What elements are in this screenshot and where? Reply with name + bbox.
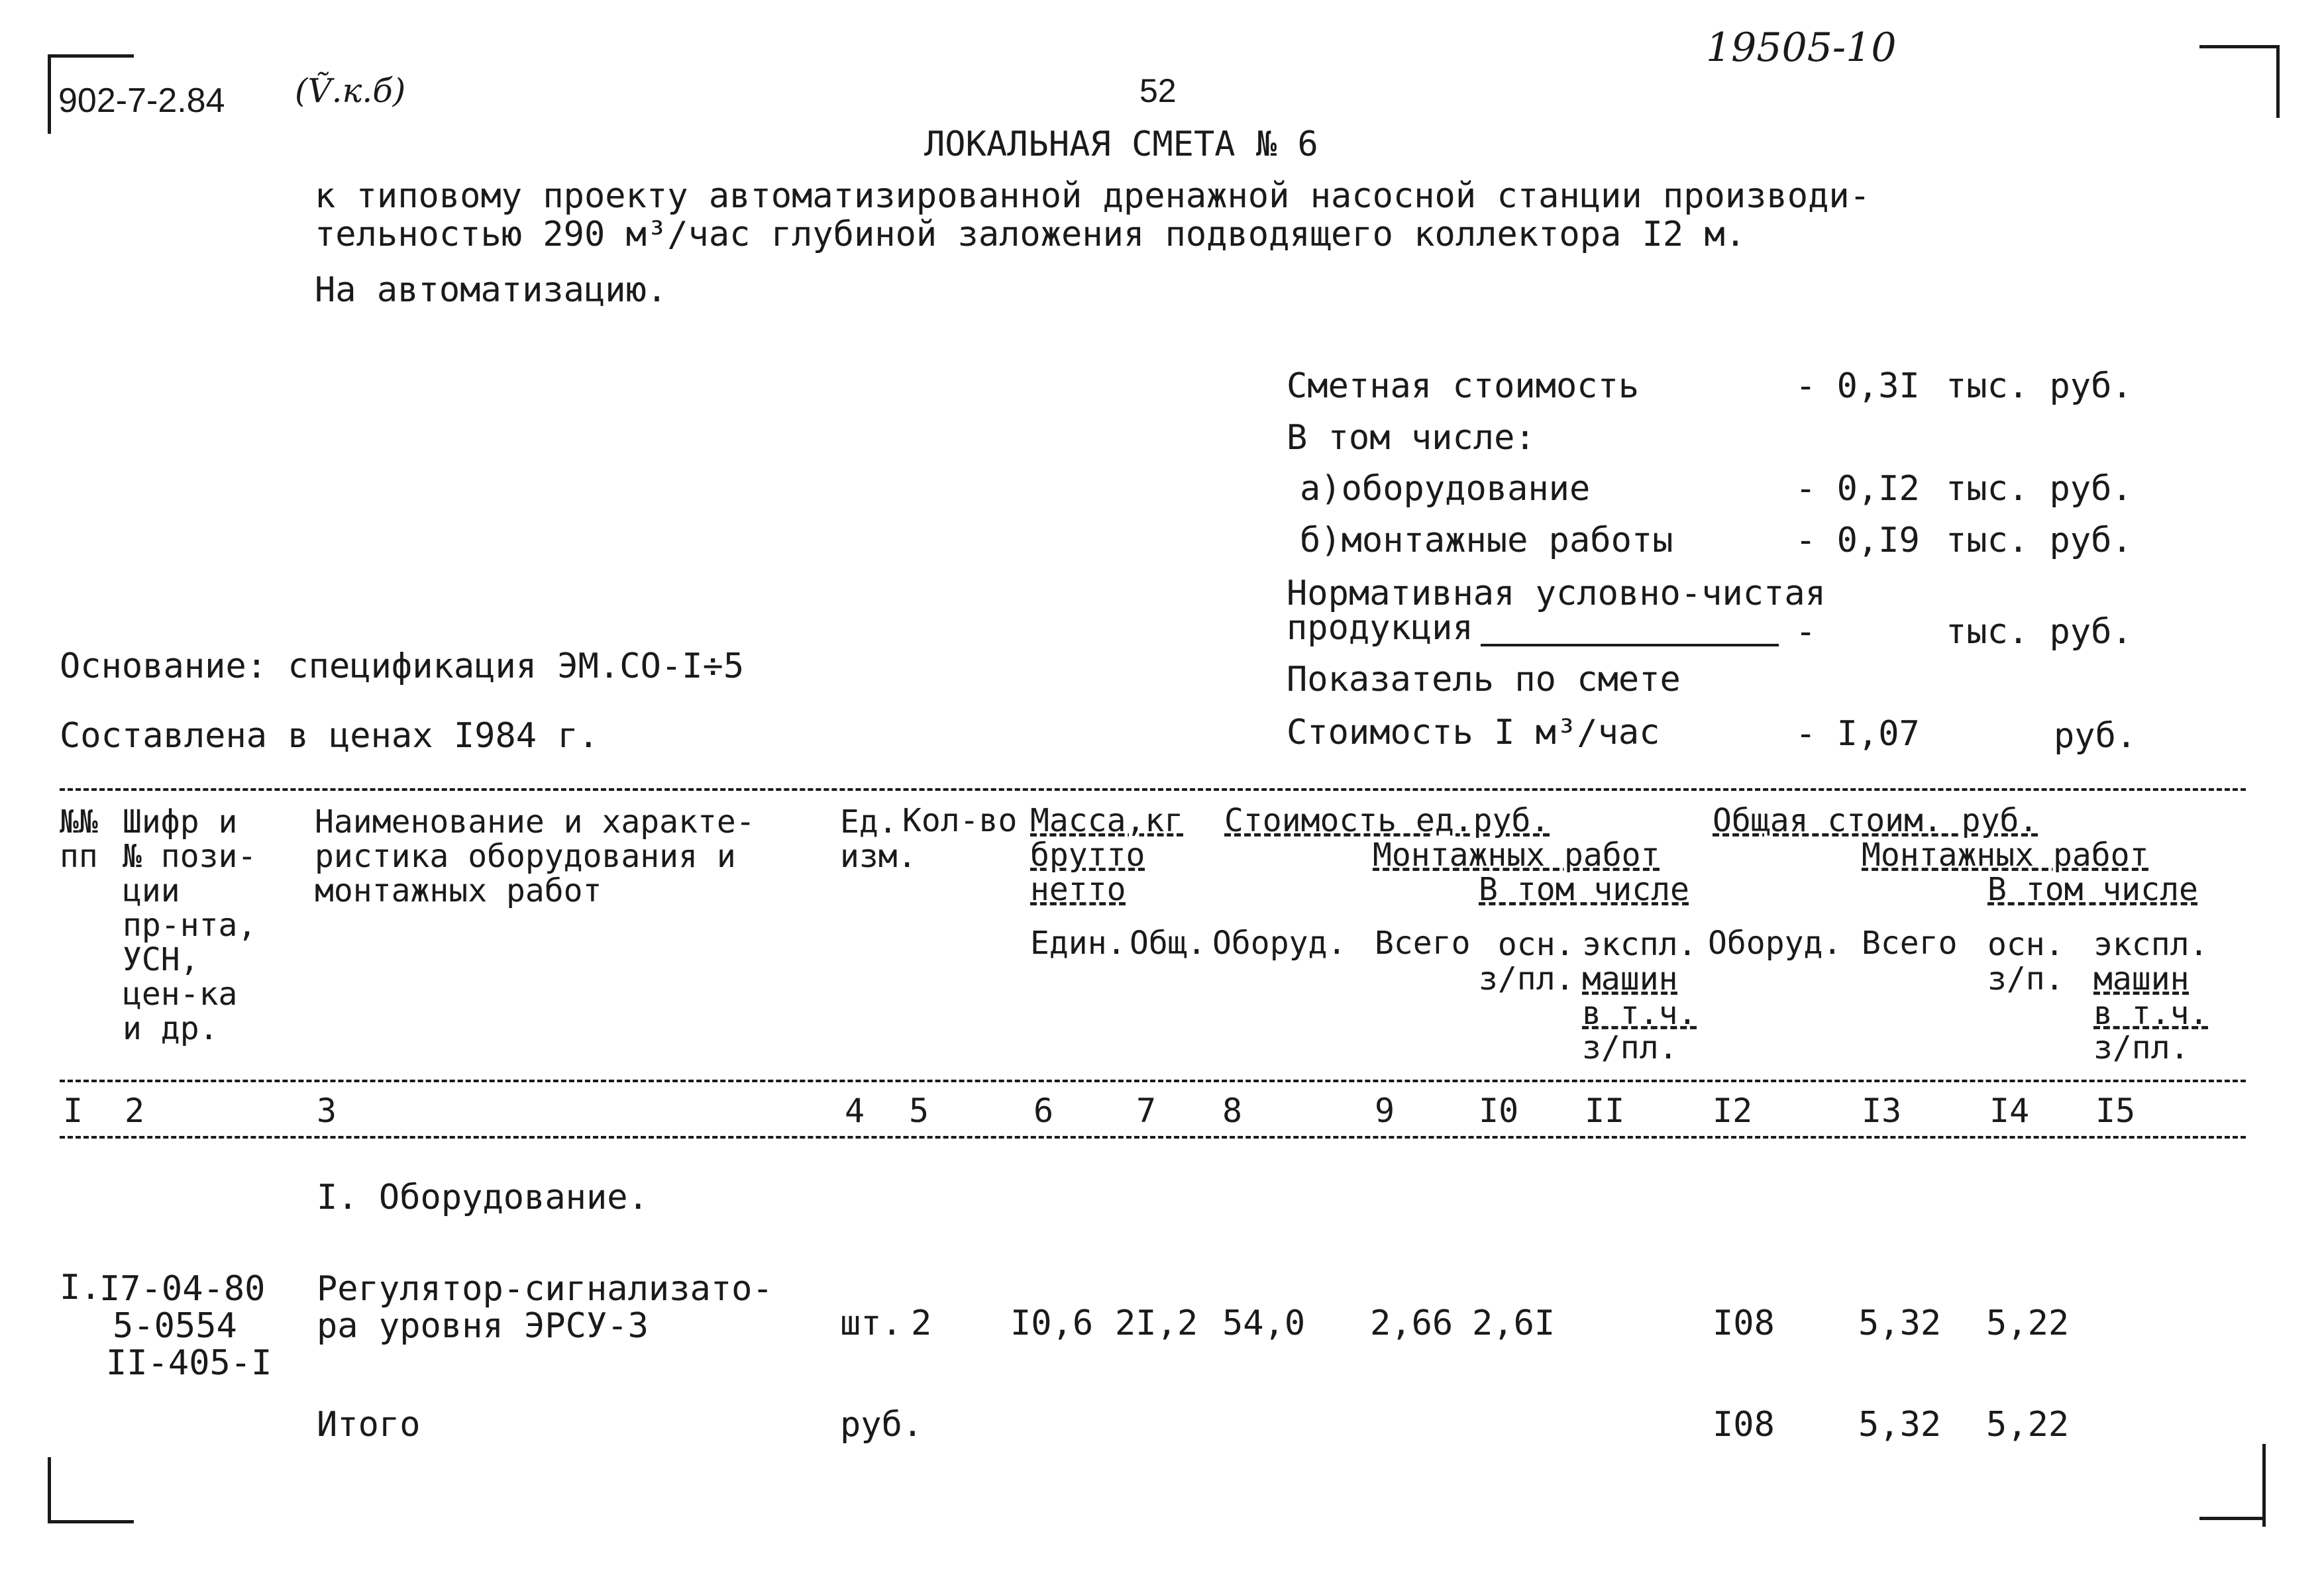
column-number: I (63, 1092, 83, 1130)
header-mass-total: Общ. (1130, 925, 1206, 962)
header-col-3 (315, 805, 755, 908)
header-col-2-line: цен-ка (123, 976, 238, 1013)
handwritten-project-note: (Ṽ.к.б) (295, 72, 406, 110)
installation-value: - 0,I9 (1795, 521, 1920, 560)
corner-mark-bottom-right (2262, 1444, 2266, 1527)
unit-cost-unit: руб. (2054, 716, 2137, 756)
row-code-line: I7-04-80 (99, 1269, 266, 1309)
subtitle-line-1: к типовому проекту автоматизированной дренажной насосной станции производи- (315, 176, 1870, 216)
row-equip-cost: 54,0 (1222, 1304, 1306, 1343)
column-number: 7 (1136, 1092, 1157, 1130)
column-number: 4 (845, 1092, 865, 1130)
header-eksp-2-line: экспл. (2093, 926, 2209, 963)
header-all-2: Всего (1862, 925, 1958, 962)
column-numbers-top-rule (60, 1080, 2246, 1082)
header-col-3-line: ристика оборудования и (315, 838, 736, 875)
header-col-1-line: №№ (60, 803, 98, 841)
header-unit-cost: Стоимость ед.руб. (1224, 802, 1550, 839)
column-number: 2 (125, 1092, 145, 1130)
header-col-1-line: пп (60, 838, 98, 875)
basis-text: Основание: спецификация ЭМ.СО-I÷5 (60, 646, 745, 686)
header-qty: Кол-во (902, 802, 1018, 839)
header-incl: В том числе (1479, 871, 1689, 908)
header-eksp-line: з/пл. (1582, 1029, 1678, 1066)
header-osn-2-line: осн. (1987, 926, 2064, 963)
header-col-2-line: № пози- (123, 838, 257, 875)
unit-cost-label: Стоимость I м³/час (1287, 713, 1660, 752)
totals-equip: I08 (1713, 1405, 1775, 1445)
totals-montage: 5,32 (1858, 1405, 1942, 1445)
header-equip: Оборуд. (1212, 925, 1347, 962)
header-col-2-line: пр-нта, (123, 907, 257, 944)
header-incl-2: В том числе (1987, 871, 2198, 908)
equipment-value: - 0,I2 (1795, 469, 1920, 509)
corner-mark-top-right (2199, 45, 2279, 48)
normative-unit: тыс. руб. (1946, 612, 2133, 652)
row-total-equip: I08 (1713, 1304, 1775, 1343)
header-col-3-line: Наименование и характе- (315, 803, 755, 841)
row-unit: шт. (840, 1304, 902, 1343)
estimated-cost-label: Сметная стоимость (1287, 366, 1640, 406)
page-title: ЛОКАЛЬНАЯ СМЕТА № 6 (924, 125, 1318, 164)
indicator-label: Показатель по смете (1287, 660, 1681, 699)
column-numbers-bottom-rule (60, 1136, 2246, 1139)
normative-blank-line (1481, 644, 1779, 646)
header-osn-line: з/пл. (1479, 960, 1575, 997)
corner-mark-top-left (48, 54, 51, 134)
header-eksp (1582, 927, 1697, 1065)
totals-label: Итого (317, 1405, 421, 1445)
header-eksp-line: машин (1582, 960, 1678, 997)
row-code (99, 1270, 272, 1382)
handwritten-sheet-code: 19505-10 (1706, 25, 1897, 71)
column-number: 9 (1375, 1092, 1395, 1130)
row-total-montage: 5,32 (1858, 1304, 1942, 1343)
row-code-line: II-405-I (106, 1343, 272, 1383)
installation-label: б)монтажные работы (1300, 521, 1673, 560)
header-eksp-line: в т.ч. (1582, 995, 1697, 1032)
column-number: 6 (1033, 1092, 1054, 1130)
column-number: I4 (1989, 1092, 2030, 1130)
row-name-line: Регулятор-сигнализато- (317, 1269, 773, 1309)
header-col-2 (123, 805, 256, 1046)
page-number: 52 (1139, 72, 1177, 109)
table-top-rule (60, 788, 2246, 791)
header-col-2-line: Шифр и (123, 803, 238, 841)
section-label: На автоматизацию. (315, 270, 668, 310)
header-eksp-2-line: в т.ч. (2093, 995, 2209, 1032)
normative-label-2: продукция (1287, 608, 1473, 648)
header-col-2-line: УСН, (123, 941, 199, 978)
header-osn-2 (1987, 927, 2064, 996)
header-total-cost: Общая стоим. руб. (1713, 802, 2038, 839)
subtitle-line-2: тельностью 290 м³/час глубиной заложения подводящего коллектора I2 м. (315, 215, 1746, 254)
header-eksp-2-line: машин (2093, 960, 2190, 997)
column-number: 5 (909, 1092, 929, 1130)
row-montage-total: 2,66 (1370, 1304, 1453, 1343)
row-mass-unit: I0,6 (1010, 1304, 1094, 1343)
header-all: Всего (1375, 925, 1471, 962)
header-col-2-line: ции (123, 872, 180, 909)
corner-mark-bottom-right-h (2199, 1517, 2266, 1520)
column-number: I0 (1479, 1092, 1519, 1130)
corner-mark-top-left-h (48, 54, 134, 58)
header-eksp-2 (2093, 927, 2208, 1065)
equipment-label: а)оборудование (1300, 469, 1591, 509)
column-number: I3 (1862, 1092, 1902, 1130)
including-label: В том числе: (1287, 418, 1536, 458)
column-number: I2 (1713, 1092, 1753, 1130)
header-osn (1479, 927, 1575, 996)
header-col-4-line: изм. (840, 838, 917, 875)
header-netto: нетто (1030, 871, 1126, 908)
row-name (317, 1270, 773, 1345)
project-code: 902-7-2.84 (58, 81, 225, 120)
installation-unit: тыс. руб. (1946, 521, 2133, 560)
corner-mark-bottom-left (48, 1457, 51, 1523)
row-mass-total: 2I,2 (1115, 1304, 1198, 1343)
corner-mark-bottom-left-h (48, 1520, 134, 1523)
equipment-unit: тыс. руб. (1946, 469, 2133, 509)
header-osn-2-line: з/п. (1987, 960, 2064, 997)
totals-osn: 5,22 (1986, 1405, 2070, 1445)
header-eksp-line: экспл. (1582, 926, 1697, 963)
header-mass-unit: Един. (1030, 925, 1126, 962)
prices-text: Составлена в ценах I984 г. (60, 716, 599, 756)
header-brutto: брутто (1030, 837, 1145, 874)
unit-cost-value: - I,07 (1795, 714, 1920, 754)
normative-label-1: Нормативная условно-чистая (1287, 574, 1826, 613)
header-mass: Масса,кг (1030, 802, 1184, 839)
totals-unit: руб. (840, 1405, 924, 1445)
header-equip-2: Оборуд. (1708, 925, 1842, 962)
header-osn-line: осн. (1497, 926, 1575, 963)
row-code-line: 5-0554 (113, 1306, 237, 1346)
corner-mark-top-right-v (2276, 45, 2280, 118)
column-number: II (1585, 1092, 1625, 1130)
estimated-cost-unit: тыс. руб. (1946, 366, 2133, 406)
section-title: I. Оборудование. (317, 1178, 649, 1217)
column-number: 8 (1222, 1092, 1243, 1130)
header-col-4-line: Ед. (840, 803, 898, 841)
row-name-line: ра уровня ЭРСУ-3 (317, 1306, 649, 1346)
row-number: I. (60, 1268, 101, 1307)
row-qty: 2 (911, 1304, 932, 1343)
column-number: 3 (317, 1092, 337, 1130)
header-col-1 (60, 805, 98, 874)
header-montage: Монтажных работ (1373, 837, 1660, 874)
row-montage-osn: 2,6I (1472, 1304, 1556, 1343)
header-col-2-line: и др. (123, 1010, 219, 1047)
header-montage-2: Монтажных работ (1862, 837, 2149, 874)
row-total-osn: 5,22 (1986, 1304, 2070, 1343)
header-col-3-line: монтажных работ (315, 872, 602, 909)
header-eksp-2-line: з/пл. (2093, 1029, 2190, 1066)
normative-value: - (1795, 612, 1817, 652)
column-number: I5 (2095, 1092, 2136, 1130)
estimated-cost-value: - 0,3I (1795, 366, 1920, 406)
